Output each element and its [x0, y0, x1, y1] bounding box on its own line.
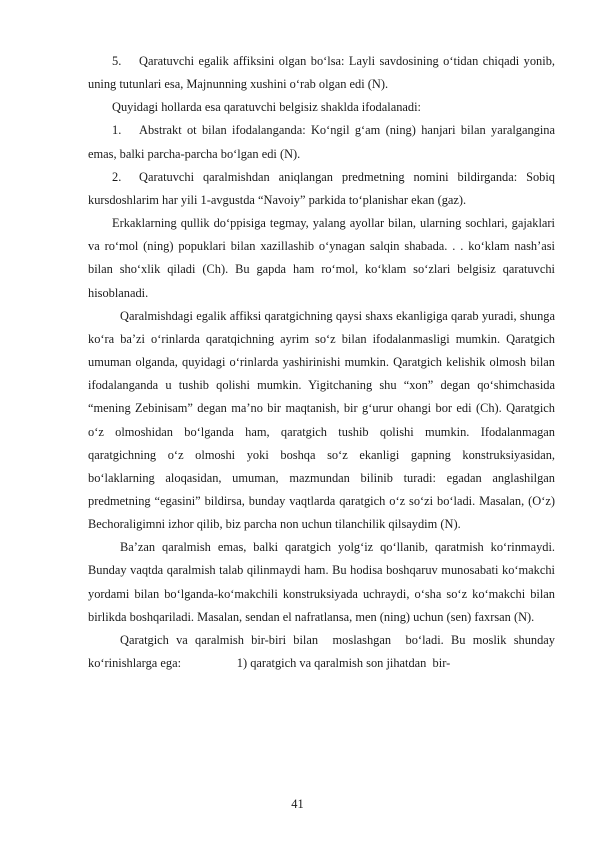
page-body	[88, 50, 559, 675]
paragraph-item-1	[88, 119, 555, 165]
paragraph-qaralmishdagi	[88, 305, 555, 537]
paragraph-text: Erkaklarning qullik do‘ppisiga tegmay, yalang ayollar bilan, ularning sochlari, gajaklari va ro‘mol (ning) popuklari bilan xazillashib o‘ynagan salqin shabada. . . ko‘klam nash’asi bilan sho‘xlik qiladi (Ch). Bu gapda ham ro‘mol, ko‘klam so‘zlari belgisiz qaratuvchi hisoblanadi.	[88, 216, 555, 300]
page-number: 41	[291, 797, 304, 811]
item-number: 2.	[112, 169, 122, 184]
item-number: 5.	[112, 54, 122, 68]
paragraph-text: Qaratuvchi egalik affiksini olgan bo‘lsa: Layli savdosining o‘tidan chiqadi yonib, uning tutunlari esa, Majnunning xushini o‘rab olgan edi (N).	[88, 54, 555, 92]
paragraph-item-5	[88, 50, 555, 96]
paragraph-text: Qaralmishdagi egalik affiksi qaratgichning qaysi shaxs ekanligiga qarab yuradi, shunga ko‘ra ba’zi o‘rinlarda qaratqichning ayrim so‘z bilan ifodalanmasligi mumkin. Qaratgich umuman olganda, quyidagi o‘rinlarda yashirinishi mumkin. Qaratgich kelishik olmosh bilan ifodalanganda u tushib qolishi mumkin. Yigitchaning shu “xon” degan qo‘shimchasida “mening Zebinisam” degan ma’no bir maqtanish, bir g‘urur ohangi bor edi (Ch). Qaratgich o‘z olmoshidan bo‘lganda ham, qaratgich tushib qolishi mumkin. Ifodalanmagan qaratgichning o‘z olmoshi yoki boshqa so‘z ekanligi gapning konstruksiyasidan, bo‘laklarning aloqasidan, umuman, mazmundan bilinib turadi: egadan anglashilgan predmetning “egasini” bildirsa, bunday vaqtlarda qaratgich o‘z so‘zi bo‘ladi. Masalan, (O‘z) Bechoraligimni izhor qilib, biz parcha non uchun tilanchilik qilsaydim (N).	[88, 308, 555, 532]
paragraph-qaratgich-va	[88, 629, 559, 675]
paragraph-text: Quyidagi hollarda esa qaratuvchi belgisiz shaklda ifodalanadi:	[112, 100, 421, 115]
paragraph-text: Ba’zan qaralmish emas, balki qaratgich yolg‘iz qo‘llanib, qaratmish ko‘rinmaydi. Bunday vaqtda qaralmish talab qilinmaydi ham. Bu hodisa boshqaruv munosabati ko‘makchi yordami bilan bo‘lganda-ko‘makchili konstruksiyada uchraydi, o‘sha so‘z ko‘makchi bilan birlikda boshqariladi. Masalan, sendan el nafratlansa, men (ning) uchun (sen) faxrsan (N).	[88, 540, 555, 624]
paragraph-item-2	[88, 166, 555, 212]
paragraph-intro	[88, 96, 555, 119]
paragraph-bazan	[88, 536, 555, 629]
paragraph-text: Qaratuvchi qaralmishdan aniqlangan predmetning nomini bildirganda: Sobiq kursdoshlarim har yili 1-avgustda “Navoiy” parkida to‘planishar ekan (gaz).	[88, 169, 555, 207]
paragraph-erkaklarning	[88, 212, 555, 305]
paragraph-text: Abstrakt ot bilan ifodalanganda: Ko‘ngil g‘am (ning) hanjari bilan yaralgangina emas, balki parcha-parcha bo‘lgan edi (N).	[88, 123, 555, 161]
paragraph-text: Qaratgich va qaralmish bir-biri bilan moslashgan bo‘ladi. Bu moslik shunday ko‘rinishlarga ega: 1) qaratgich va qaralmish son jihatdan bir-	[88, 632, 559, 671]
item-number: 1.	[112, 123, 122, 138]
